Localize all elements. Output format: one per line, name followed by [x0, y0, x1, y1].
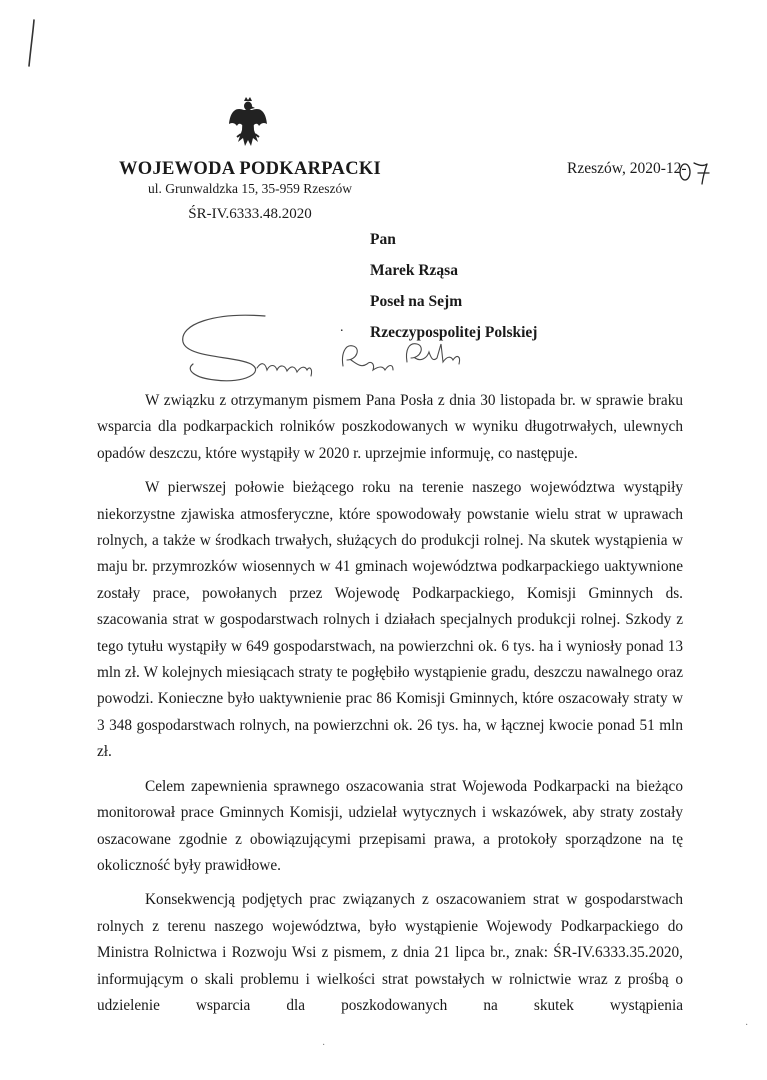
scan-speck: · — [745, 1020, 749, 1031]
recipient-name: Marek Rząsa — [370, 262, 458, 279]
issuer-name: WOJEWODA PODKARPACKI — [118, 159, 382, 179]
recipient-salutation: Pan — [370, 231, 396, 248]
letter-body — [97, 388, 683, 1027]
date-handwritten — [676, 160, 712, 191]
issuer-block — [100, 158, 400, 226]
pen-mark — [22, 18, 42, 70]
issuer-address: ul. Grunwaldzka 15, 35-959 Rzeszów — [148, 181, 352, 196]
date-line: Rzeszów, 2020-12- — [567, 160, 687, 177]
reference-number: ŚR-IV.6333.48.2020 — [188, 206, 312, 222]
handwritten-greeting — [175, 308, 475, 388]
paragraph-4: Konsekwencją podjętych prac związanych z oszacowaniem strat w gospodarstwach rolnych z terenu naszego województwa, było wystąpienie Wojewody Podkarpackiego do Ministra Rolnictwa i Rozwoju Wsi z pismem, z dnia 21 lipca br., znak: ŚR-IV.6333.35.2020, informującym o skali problemu i wielkości strat powstałych w rolnictwie wraz z prośbą o udzielenie wsparcia dla poszkodowanych na skutek wystąpienia — [97, 891, 683, 1014]
paragraph-2: W pierwszej połowie bieżącego roku na terenie naszego województwa wystąpiły niekorzystne zjawiska atmosferyczne, które spowodowały powstanie wielu strat w uprawach rolnych, a także w środkach trwałych, służących do produkcji rolnej. Na skutek wystąpienia w maju br. przymrozków wiosennych w 41 gminach województwa podkarpackiego uaktywnione zostały prace, powołanych przez Wojewodę Podkarpackiego, Komisji Gminnych ds. szacowania strat w gospodarstwach rolnych i działach specjalnych produkcji rolnej. Szkody z tego tytułu wystąpiły w 649 gospodarstwach, na powierzchni ok. 6 tys. ha i wyniosły ponad 13 mln zł. W kolejnych miesiącach straty te pogłębiło wystąpienie gradu, deszczu nawalnego oraz powodzi. Konieczne było uaktywnienie prac 86 Komisji Gminnych, które oszacowały straty w 3 348 gospodarstwach rolnych, na powierzchni ok. 26 tys. ha, w łącznej kwocie ponad 51 mln zł. — [97, 479, 683, 761]
dot-mark: . — [340, 320, 344, 335]
eagle-emblem-icon — [228, 96, 268, 152]
recipient-institution: Rzeczypospolitej Polskiej — [370, 324, 538, 341]
paragraph-3: Celem zapewnienia sprawnego oszacowania strat Wojewoda Podkarpacki na bieżąco monitorował prace Gminnych Komisji, udzielał wytycznych i wskazówek, aby straty zostały oszacowane zgodnie z obowiązującymi przepisami prawa, a protokoły sporządzone na tę okoliczność były prawidłowe. — [97, 777, 683, 874]
recipient-title: Poseł na Sejm — [370, 293, 463, 310]
handwritten-day — [676, 160, 712, 186]
scan-speck: · — [322, 1040, 326, 1051]
paragraph-1: W związku z otrzymanym pismem Pana Posła z dnia 30 listopada br. w sprawie braku wsparcia dla podkarpackich rolników poszkodowanych w wyniku długotrwałych, ulewnych opadów deszczu, które wystąpiły w 2020 r. uprzejmie informuję, co następuje. — [97, 392, 683, 462]
